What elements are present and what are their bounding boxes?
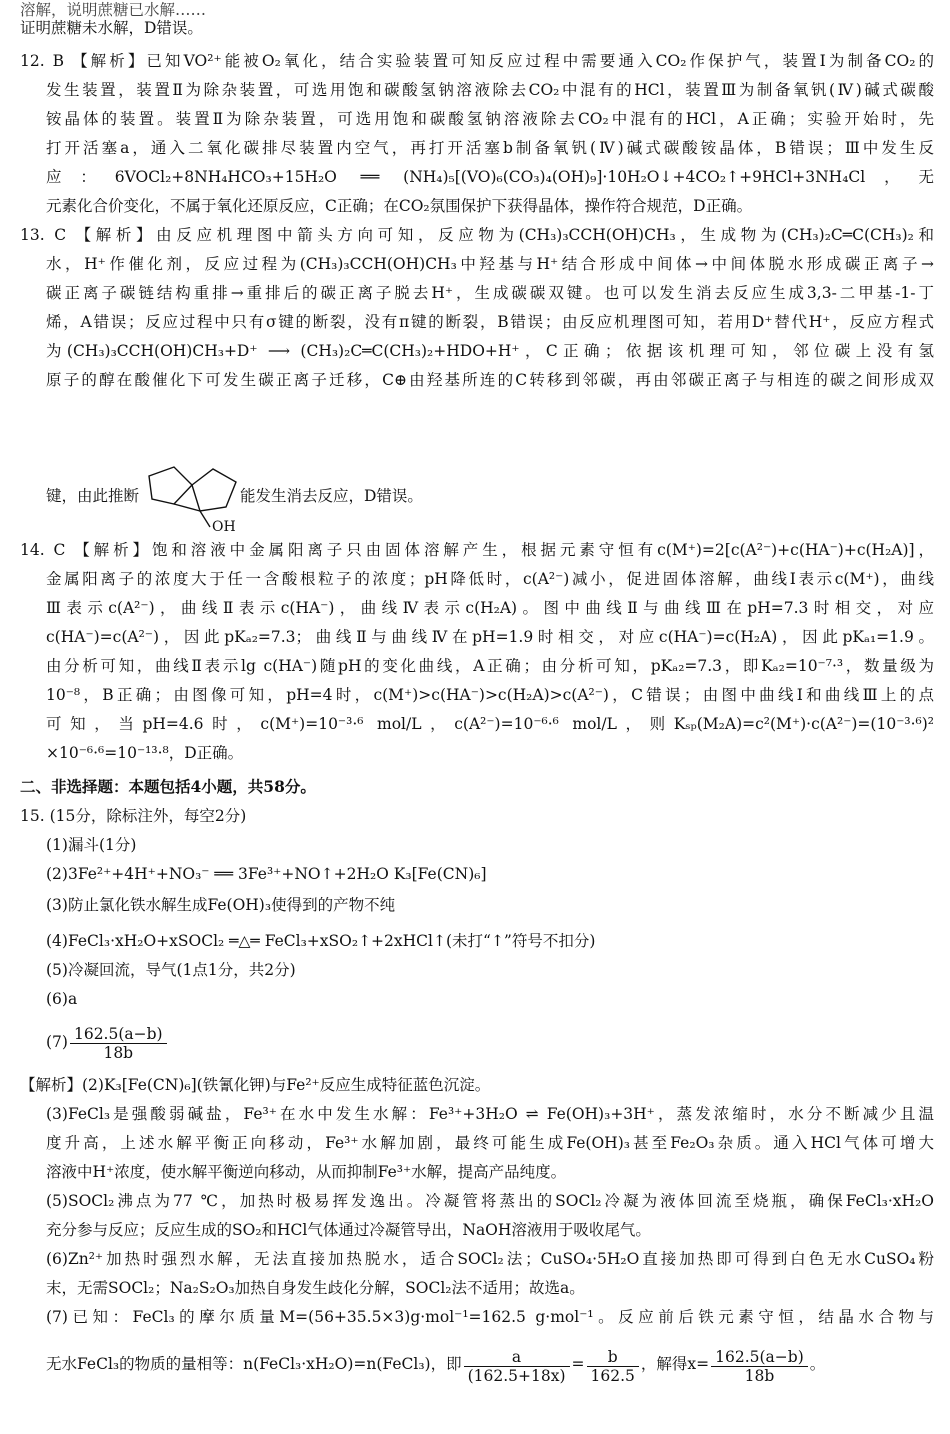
analysis-line-10 [46,1345,934,1383]
q13-line-4: 烯，A错误；反应过程中只有σ键的断裂，没有π键的断裂，B错误；由反应机理图可知，若用D⁺替代H⁺，反应方程式 [46,313,934,331]
fraction-x [711,1348,808,1385]
q12-line-5: 应：6VOCl₂+8NH₄HCO₃+15H₂O ══ (NH₄)₅[(VO)₆(CO₃)₄(OH)₉]·10H₂O↓+4CO₂↑+9HCl+3NH₄Cl，无 [46,168,934,186]
q15-answer-3: (3)防止氯化铁水解生成Fe(OH)₃使得到的产物不纯 [46,896,396,914]
q15-answer-4: (4)FeCl₃·xH₂O+xSOCl₂ ═△═ FeCl₃+xSO₂↑+2xHCl↑(未打“↑”符号不扣分) [46,932,596,950]
analysis-line-1: 【解析】(2)K₃[Fe(CN)₆](铁氰化钾)与Fe²⁺反应生成特征蓝色沉淀。 [20,1076,491,1094]
fraction-numerator: 162.5(a−b) [70,1025,167,1044]
q12-line-4: 打开活塞a，通入二氧化碳排尽装置内空气，再打开活塞b制备氧钒(Ⅳ)碱式碳酸铵晶体，B错误；Ⅲ中发生反 [46,139,934,157]
fraction-numerator: a [464,1348,570,1367]
analysis-line-8: 末，无需SOCl₂；Na₂S₂O₃加热自身发生歧化分解，SOCl₂法不适用；故选a。 [46,1279,585,1297]
fraction-numerator: 162.5(a−b) [711,1348,808,1367]
q14-line-1: 14. C 【解析】饱和溶液中金属阳离子只由固体溶解产生，根据元素守恒有c(M⁺)=2[c(A²⁻)+c(HA⁻)+c(H₂A)]， [20,541,934,559]
q15-answer-6: (6)a [46,990,78,1008]
analysis-line-5: (5)SOCl₂沸点为77 ℃，加热时极易挥发逸出。冷凝管将蒸出的SOCl₂冷凝为液体回流至烧瓶，确保FeCl₃·xH₂O [46,1192,934,1210]
text-line: 证明蔗糖未水解，D错误。 [20,19,203,37]
fraction-q7 [70,1025,167,1062]
fraction-denominator: (162.5+18x) [467,1367,566,1385]
fraction-denominator: 18b [744,1367,775,1385]
clipped-top-line: 溶解，说明蔗糖已水解…… [20,1,207,19]
analysis-line-10-text: 无水FeCl₃的物质的量相等：n(FeCl₃·xH₂O)=n(FeCl₃)，即 [46,1355,462,1373]
q14-line-5: 由分析可知，曲线Ⅱ表示lg c(HA⁻)随pH的变化曲线，A正确；由分析可知，pKₐ₂=7.3，即Kₐ₂=10⁻⁷·³，数量级为 [46,657,934,675]
section-heading: 二、非选择题：本题包括4小题，共58分。 [20,777,316,796]
end-mark: 。 [809,1355,826,1373]
q13-line-1: 13. C 【解析】由反应机理图中箭头方向可知，反应物为(CH₃)₃CCH(OH)CH₃，生成物为(CH₃)₂C═C(CH₃)₂和 [20,226,934,244]
hydroxyl-label: OH [212,519,236,535]
q13-line-6: 原子的醇在酸催化下可发生碳正离子迁移，C⊕由羟基所连的C转移到邻碳，再由邻碳正离子与相连的碳之间形成双 [46,371,934,389]
q15-answer-1: (1)漏斗(1分) [46,836,137,854]
analysis-line-4: 溶液中H⁺浓度，使水解平衡逆向移动，从而抑制Fe³⁺水解，提高产品纯度。 [46,1163,567,1181]
q15-answer-7-label: (7) [46,1033,68,1051]
q14-line-7: 可知，当pH=4.6时，c(M⁺)=10⁻³·⁶ mol/L，c(A²⁻)=10⁻⁶·⁶ mol/L，则Kₛₚ(M₂A)=c²(M⁺)·c(A²⁻)=(10⁻³·⁶)² [46,715,934,733]
q13-line-2: 水，H⁺作催化剂，反应过程为(CH₃)₃CCH(OH)CH₃中羟基与H⁺结合形成中间体→中间体脱水形成碳正离子→ [46,255,934,273]
q12-line-3: 铵晶体的装置。装置Ⅱ为除杂装置，可选用饱和碳酸氢钠溶液除去CO₂中混有的HCl，A正确；实验开始时，先 [46,110,934,128]
analysis-line-7: (6)Zn²⁺加热时强烈水解，无法直接加热脱水，适合SOCl₂法；CuSO₄·5H₂O直接加热即可得到白色无水CuSO₄粉 [46,1250,934,1268]
fraction-denominator: 162.5 [590,1367,635,1385]
q13-line-5: 为(CH₃)₃CCH(OH)CH₃+D⁺ ⟶ (CH₃)₂C═C(CH₃)₂+HDO+H⁺，C正确；依据该机理可知，邻位碳上没有氢 [46,342,934,360]
analysis-line-6: 充分参与反应；反应生成的SO₂和HCl气体通过冷凝管导出，NaOH溶液用于吸收尾气。 [46,1221,651,1239]
q15-answer-7 [46,1023,934,1062]
q12-line-1: 12. B 【解析】已知VO²⁺能被O₂氧化，结合实验装置可知反应过程中需要通入CO₂作保护气，装置Ⅰ为制备CO₂的 [20,52,934,70]
q15-heading: 15. (15分，除标注外，每空2分) [20,807,247,825]
fraction-b [587,1348,639,1385]
analysis-line-9: (7)已知：FeCl₃的摩尔质量M=(56+35.5×3)g·mol⁻¹=162.5 g·mol⁻¹。反应前后铁元素守恒，结晶水合物与 [46,1308,934,1326]
q14-line-2: 金属阳离子的浓度大于任一含酸根粒子的浓度；pH降低时，c(A²⁻)减小，促进固体溶解，曲线Ⅰ表示c(M⁺)，曲线 [46,570,934,588]
bicyclic-alcohol-structure [134,461,238,539]
q14-line-8: ×10⁻⁶·⁶=10⁻¹³·⁸，D正确。 [46,744,244,762]
q13-line-7-start: 键，由此推断 [46,487,140,505]
q15-answer-2: (2)3Fe²⁺+4H⁺+NO₃⁻ ══ 3Fe³⁺+NO↑+2H₂O K₃[Fe(CN)₆] [46,865,487,883]
fraction-numerator: b [587,1348,639,1367]
analysis-line-3: 度升高，上述水解平衡正向移动，Fe³⁺水解加剧，最终可能生成Fe(OH)₃甚至Fe₂O₃杂质。通入HCl气体可增大 [46,1134,934,1152]
q14-line-3: Ⅲ表示c(A²⁻)，曲线Ⅱ表示c(HA⁻)，曲线Ⅳ表示c(H₂A)。图中曲线Ⅱ与曲线Ⅲ在pH=7.3时相交，对应 [46,599,934,617]
q12-line-6: 元素化合价变化，不属于氧化还原反应，C正确；在CO₂氛围保护下获得晶体，操作符合规范，D正确。 [46,197,753,215]
q13-line-3: 碳正离子碳链结构重排→重排后的碳正离子脱去H⁺，生成碳碳双键。也可以发生消去反应生成3,3-二甲基-1-丁 [46,284,934,302]
q12-line-2: 发生装置，装置Ⅱ为除杂装置，可选用饱和碳酸氢钠溶液除去CO₂中混有的HCl，装置Ⅲ为制备氧钒(Ⅳ)碱式碳酸 [46,81,934,99]
q14-line-6: 10⁻⁸，B正确；由图像可知，pH=4时，c(M⁺)>c(HA⁻)>c(H₂A)>c(A²⁻)，C错误；由图中曲线Ⅰ和曲线Ⅲ上的点 [46,686,934,704]
analysis-line-10-solve: ，解得x= [640,1355,710,1373]
q13-line-7-end: 能发生消去反应，D错误。 [240,487,423,505]
analysis-line-2: (3)FeCl₃是强酸弱碱盐，Fe³⁺在水中发生水解：Fe³⁺+3H₂O ⇌ Fe(OH)₃+3H⁺，蒸发浓缩时，水分不断减少且温 [46,1105,934,1123]
fraction-a [464,1348,570,1385]
q14-line-4: c(HA⁻)=c(A²⁻)，因此pKₐ₂=7.3；曲线Ⅱ与曲线Ⅳ在pH=1.9时相交，对应c(HA⁻)=c(H₂A)，因此pKₐ₁=1.9。 [46,628,934,646]
q15-answer-5: (5)冷凝回流，导气(1点1分，共2分) [46,961,296,979]
equals-sign: = [571,1355,585,1373]
fraction-denominator: 18b [103,1043,134,1062]
